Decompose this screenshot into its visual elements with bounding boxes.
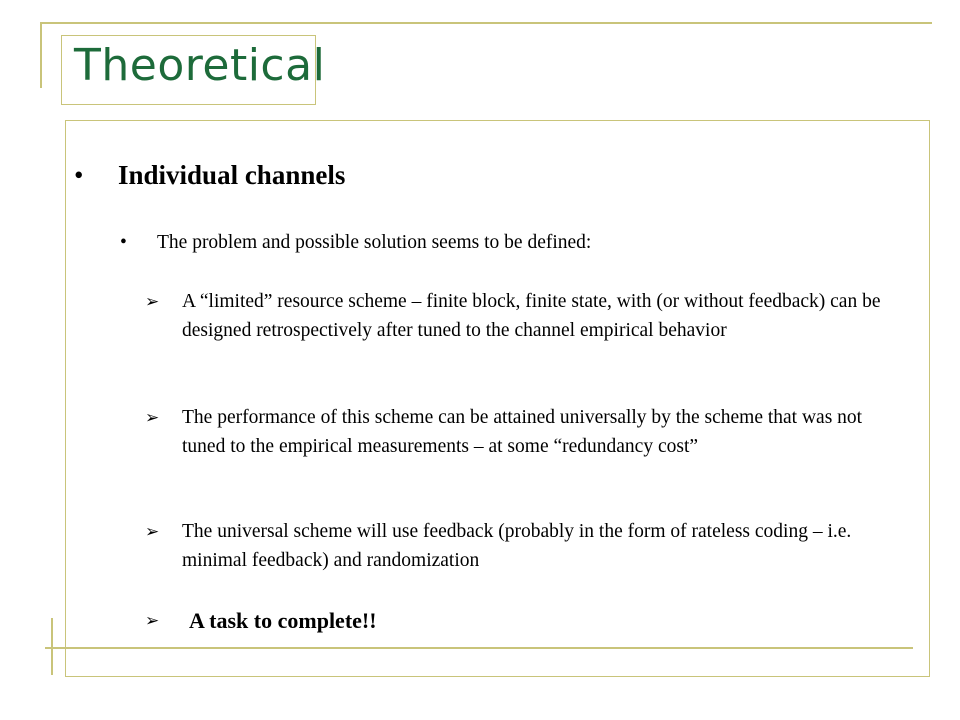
arrow-bullet-icon: ➢ [145,611,160,630]
top-rule [40,22,932,24]
arrow-bullet-icon: ➢ [145,292,160,311]
subpoint: The problem and possible solution seems to be defined: [157,232,592,253]
bullet-icon: • [120,232,127,253]
left-rule [40,22,42,88]
final-item: A task to complete!! [189,608,377,633]
bullet-icon: • [74,160,84,190]
list-item: The universal scheme will use feedback (probably in the form of rateless coding – i.e. minimal feedback) and randomization [182,521,852,571]
heading: Individual channels [118,160,346,190]
title-box [61,35,326,105]
bottom-left-rule [51,618,53,675]
content-box [65,120,930,677]
slide-title: Theoretical [74,40,326,91]
list-item: The performance of this scheme can be attained universally by the scheme that was not tuned to the empirical measurements – at some “redundancy cost” [182,407,863,457]
arrow-bullet-icon: ➢ [145,522,160,541]
arrow-bullet-icon: ➢ [145,408,160,427]
list-item: A “limited” resource scheme – finite block, finite state, with (or without feedback) can be designed retrospectively after tuned to the channel empirical behavior [182,291,881,341]
